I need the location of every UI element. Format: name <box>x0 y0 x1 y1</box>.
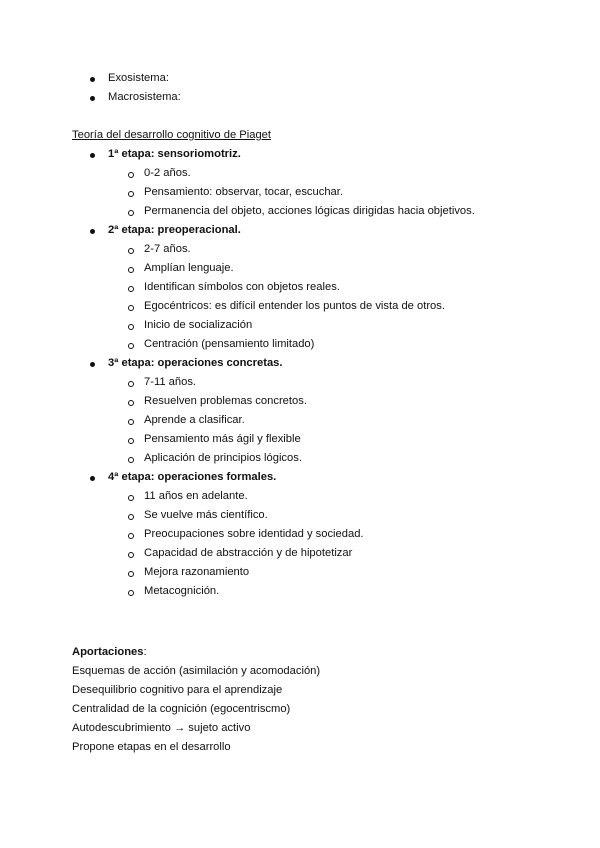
stage-item: 2-7 años. <box>144 243 191 255</box>
bullet-circle <box>128 457 134 463</box>
bullet-circle <box>128 305 134 311</box>
bullet-circle <box>128 381 134 387</box>
stage-item: Metacognición. <box>144 585 220 597</box>
bullet-circle <box>128 533 134 539</box>
aportaciones-title: Aportaciones <box>72 646 144 658</box>
stage-item: Preocupaciones sobre identidad y sociedad. <box>144 528 364 540</box>
stage-title: 2ª etapa: preoperacional. <box>108 224 241 236</box>
stage-item: 7-11 años. <box>144 376 197 388</box>
bullet-circle <box>128 324 134 330</box>
aportacion-line: Desequilibrio cognitivo para el aprendizaje <box>72 684 283 696</box>
bullet-disc <box>90 96 95 101</box>
intro-item: Exosistema: <box>108 72 169 84</box>
bullet-disc <box>90 229 95 234</box>
bullet-circle <box>128 571 134 577</box>
bullet-circle <box>128 590 134 596</box>
stage-item: Aplicación de principios lógicos. <box>144 452 302 464</box>
bullet-circle <box>128 191 134 197</box>
stage-item: Mejora razonamiento <box>144 566 250 578</box>
bullet-circle <box>128 267 134 273</box>
stage-title: 4ª etapa: operaciones formales. <box>108 471 277 483</box>
stage-item: Pensamiento: observar, tocar, escuchar. <box>144 186 343 198</box>
aportacion-line: Autodescubrimiento → sujeto activo <box>72 722 251 734</box>
bullet-circle <box>128 438 134 444</box>
bullet-circle <box>128 210 134 216</box>
bullet-disc <box>90 77 95 82</box>
stage-item: Aprende a clasificar. <box>144 414 245 426</box>
stage-item: Capacidad de abstracción y de hipotetizar <box>144 547 353 559</box>
aportaciones-colon: : <box>143 646 147 658</box>
stage-item: 0-2 años. <box>144 167 191 179</box>
stage-item: Pensamiento más ágil y flexible <box>144 433 301 445</box>
stage-item: Resuelven problemas concretos. <box>144 395 307 407</box>
bullet-circle <box>128 248 134 254</box>
stage-item: Amplían lenguaje. <box>144 262 234 274</box>
bullet-circle <box>128 552 134 558</box>
aportacion-line: Centralidad de la cognición (egocentriscmo) <box>72 703 291 715</box>
stage-item: Centración (pensamiento limitado) <box>144 338 315 350</box>
intro-item: Macrosistema: <box>108 91 181 103</box>
bullet-disc <box>90 362 95 367</box>
stage-item: Permanencia del objeto, acciones lógicas dirigidas hacia objetivos. <box>144 205 475 217</box>
bullet-circle <box>128 343 134 349</box>
section-heading: Teoría del desarrollo cognitivo de Piaget <box>72 129 272 141</box>
bullet-disc <box>90 153 95 158</box>
aportacion-line: Esquemas de acción (asimilación y acomodación) <box>72 665 321 677</box>
stage-item: Inicio de socialización <box>144 319 253 331</box>
stage-title: 1ª etapa: sensoriomotriz. <box>108 148 241 160</box>
bullet-circle <box>128 495 134 501</box>
aportaciones-heading <box>72 645 147 659</box>
bullet-circle <box>128 286 134 292</box>
bullet-circle <box>128 172 134 178</box>
bullet-circle <box>128 514 134 520</box>
stage-item: Se vuelve más científico. <box>144 509 268 521</box>
bullet-circle <box>128 419 134 425</box>
stage-item: 11 años en adelante. <box>144 490 248 502</box>
aportacion-line: Propone etapas en el desarrollo <box>72 741 231 753</box>
stage-title: 3ª etapa: operaciones concretas. <box>108 357 283 369</box>
stage-item: Egocéntricos: es difícil entender los puntos de vista de otros. <box>144 300 445 312</box>
stage-item: Identifican símbolos con objetos reales. <box>144 281 340 293</box>
bullet-disc <box>90 476 95 481</box>
bullet-circle <box>128 400 134 406</box>
